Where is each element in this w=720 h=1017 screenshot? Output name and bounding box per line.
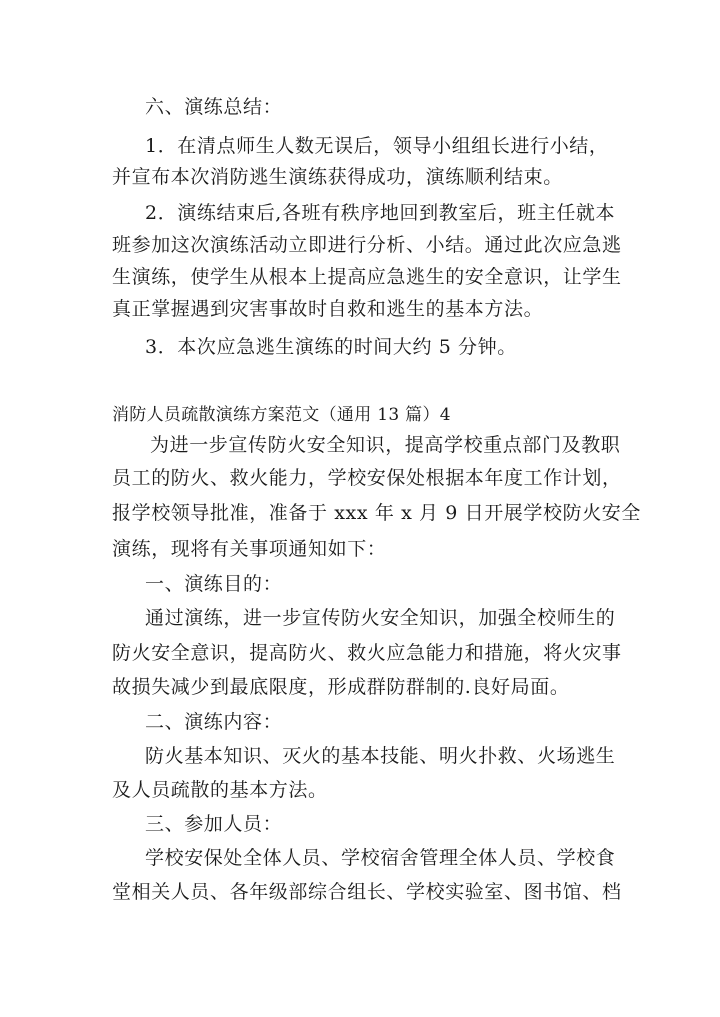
paragraph-line: 并宣布本次消防逃生演练获得成功，演练顺利结束。	[112, 166, 563, 188]
section-heading: 二、演练内容：	[145, 711, 283, 733]
paragraph-line: 1．在清点师生人数无误后，领导小组组长进行小结，	[145, 135, 609, 157]
section-heading: 六、演练总结：	[145, 96, 283, 118]
paragraph-line: 2．演练结束后,各班有秩序地回到教室后，班主任就本	[145, 202, 616, 224]
paragraph-line: 3．本次应急逃生演练的时间大约 5 分钟。	[145, 336, 517, 358]
paragraph-line: 真正掌握遇到灾害事故时自救和逃生的基本方法。	[112, 298, 544, 320]
paragraph-line: 防火安全意识，提高防火、救火应急能力和措施，将火灾事	[112, 642, 622, 664]
article-title: 消防人员疏散演练方案范文（通用 13 篇）4	[112, 405, 451, 425]
paragraph-line: 为进一步宣传防火安全知识，提高学校重点部门及教职	[150, 434, 621, 456]
paragraph-line: 故损失减少到最底限度，形成群防群制的.良好局面。	[112, 676, 570, 698]
paragraph-line: 报学校领导批准，准备于 xxx 年 x 月 9 日开展学校防火安全	[112, 502, 641, 524]
paragraph-line: 及人员疏散的基本方法。	[112, 779, 328, 801]
paragraph-line: 防火基本知识、灭火的基本技能、明火扑救、火场逃生	[145, 745, 616, 767]
paragraph-line: 通过演练，进一步宣传防火安全知识，加强全校师生的	[145, 607, 616, 629]
section-heading: 三、参加人员：	[145, 813, 283, 835]
paragraph-line: 堂相关人员、各年级部综合组长、学校实验室、图书馆、档	[112, 881, 622, 903]
paragraph-line: 演练，现将有关事项通知如下：	[112, 538, 387, 560]
section-heading: 一、演练目的：	[145, 573, 283, 595]
paragraph-line: 学校安保处全体人员、学校宿舍管理全体人员、学校食	[145, 847, 616, 869]
paragraph-line: 生演练，使学生从根本上提高应急逃生的安全意识，让学生	[112, 266, 622, 288]
paragraph-line: 员工的防火、救火能力，学校安保处根据本年度工作计划，	[112, 467, 622, 489]
paragraph-line: 班参加这次演练活动立即进行分析、小结。通过此次应急逃	[112, 234, 622, 256]
